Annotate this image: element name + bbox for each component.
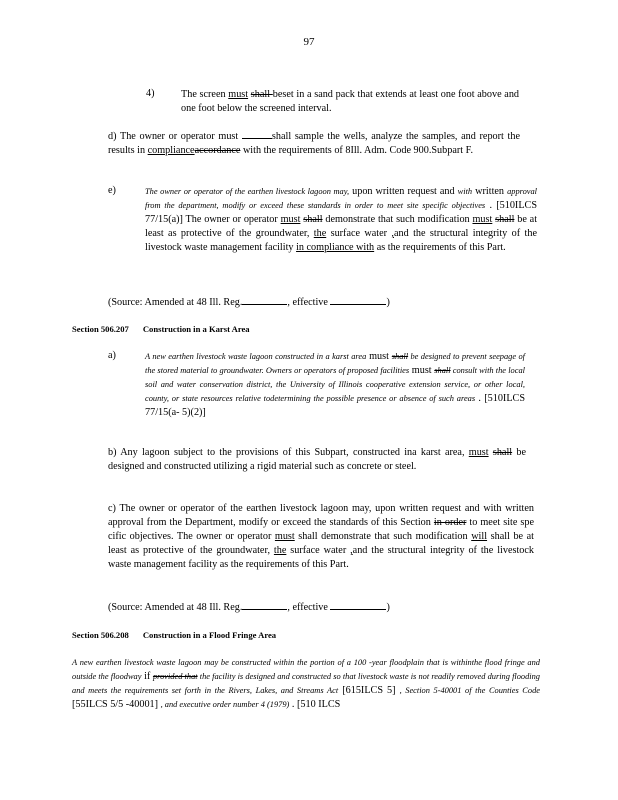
- source-note-1: (Source: Amended at 48 Ill. Reg. , effective ): [108, 294, 390, 308]
- item-e-label: e): [108, 185, 116, 196]
- item-e-text: The owner or operator of the earthen livestock lagoon may, upon written request and with written approval from the department, modify or exceed these standards in order to meet site specific objectives . [510ILCS 77/15(a)] The owner or operator must shall demonstrate that such modification must shall be at least as protective of the groundwater, the surface water ,and the structural integrity of the livestock waste management facility in compliance with as the requirements of this Part.: [145, 186, 538, 253]
- page-number: 97: [303, 36, 315, 48]
- item-207b-text: b) Any lagoon subject to the provisions of this Subpart, constructed ina karst area, must shall be designed and constructed utilizing a rigid material such as concrete or steel.: [108, 447, 527, 472]
- item-207a-text: A new earthen livestock waste lagoon constructed in a karst area must shall be designed to prevent seepage of the stored material to groundwater. Owners or operators of proposed facilities must shall consult with the local soil and water conservation district, the University of Illinois cooperative extension service, or other local, county, or state resources relative todetermining the possible presence or absence of such areas . [510ILCS 77/15(a- 5)(2)]: [145, 351, 525, 418]
- section-506-208-text: A new earthen livestock waste lagoon may be constructed within the portion of a 100 -year floodplain that is withinthe flood fringe and outside the floodway if provided that the facility is designed and constructed so that livestock waste is not readily removed during flooding and meets the requirements set forth in the Rivers, Lakes, and Streams Act [615ILCS 5] , Section 5-40001 of the Counties Code [55ILCS 5/5 -40001] , and executive order number 4 (1979) . [510 ILCS: [72, 658, 540, 710]
- section-506-208-heading: Section 506.208 Construction in a Flood Fringe Area: [72, 630, 277, 640]
- source-note-2: (Source: Amended at 48 Ill. Reg. , effective ): [108, 599, 390, 613]
- section-506-207-heading: Section 506.207 Construction in a Karst Area: [72, 324, 250, 334]
- item-4-text: The screen must shall beset in a sand pack that extends at least one foot above and one foot below the screened interval.: [181, 89, 520, 114]
- item-4-label: 4): [146, 88, 155, 99]
- item-207a-label: a): [108, 350, 116, 361]
- item-207c-text: c) The owner or operator of the earthen livestock lagoon may, upon written request and with written approval from the Department, modify or exceed the standards of this Section in order to meet site spe cific objectives. The owner or operator must shall demonstrate that such modification will shall be at least as protective of the groundwater, the surface water ,and the structural integrity of the livestock waste management facility as the requirements of this Part.: [108, 503, 534, 570]
- item-d-text: d) The owner or operator must shall sample the wells, analyze the samples, and report the results in complianceaccordance with the requirements of 8Ill. Adm. Code 900.Subpart F.: [108, 128, 520, 158]
